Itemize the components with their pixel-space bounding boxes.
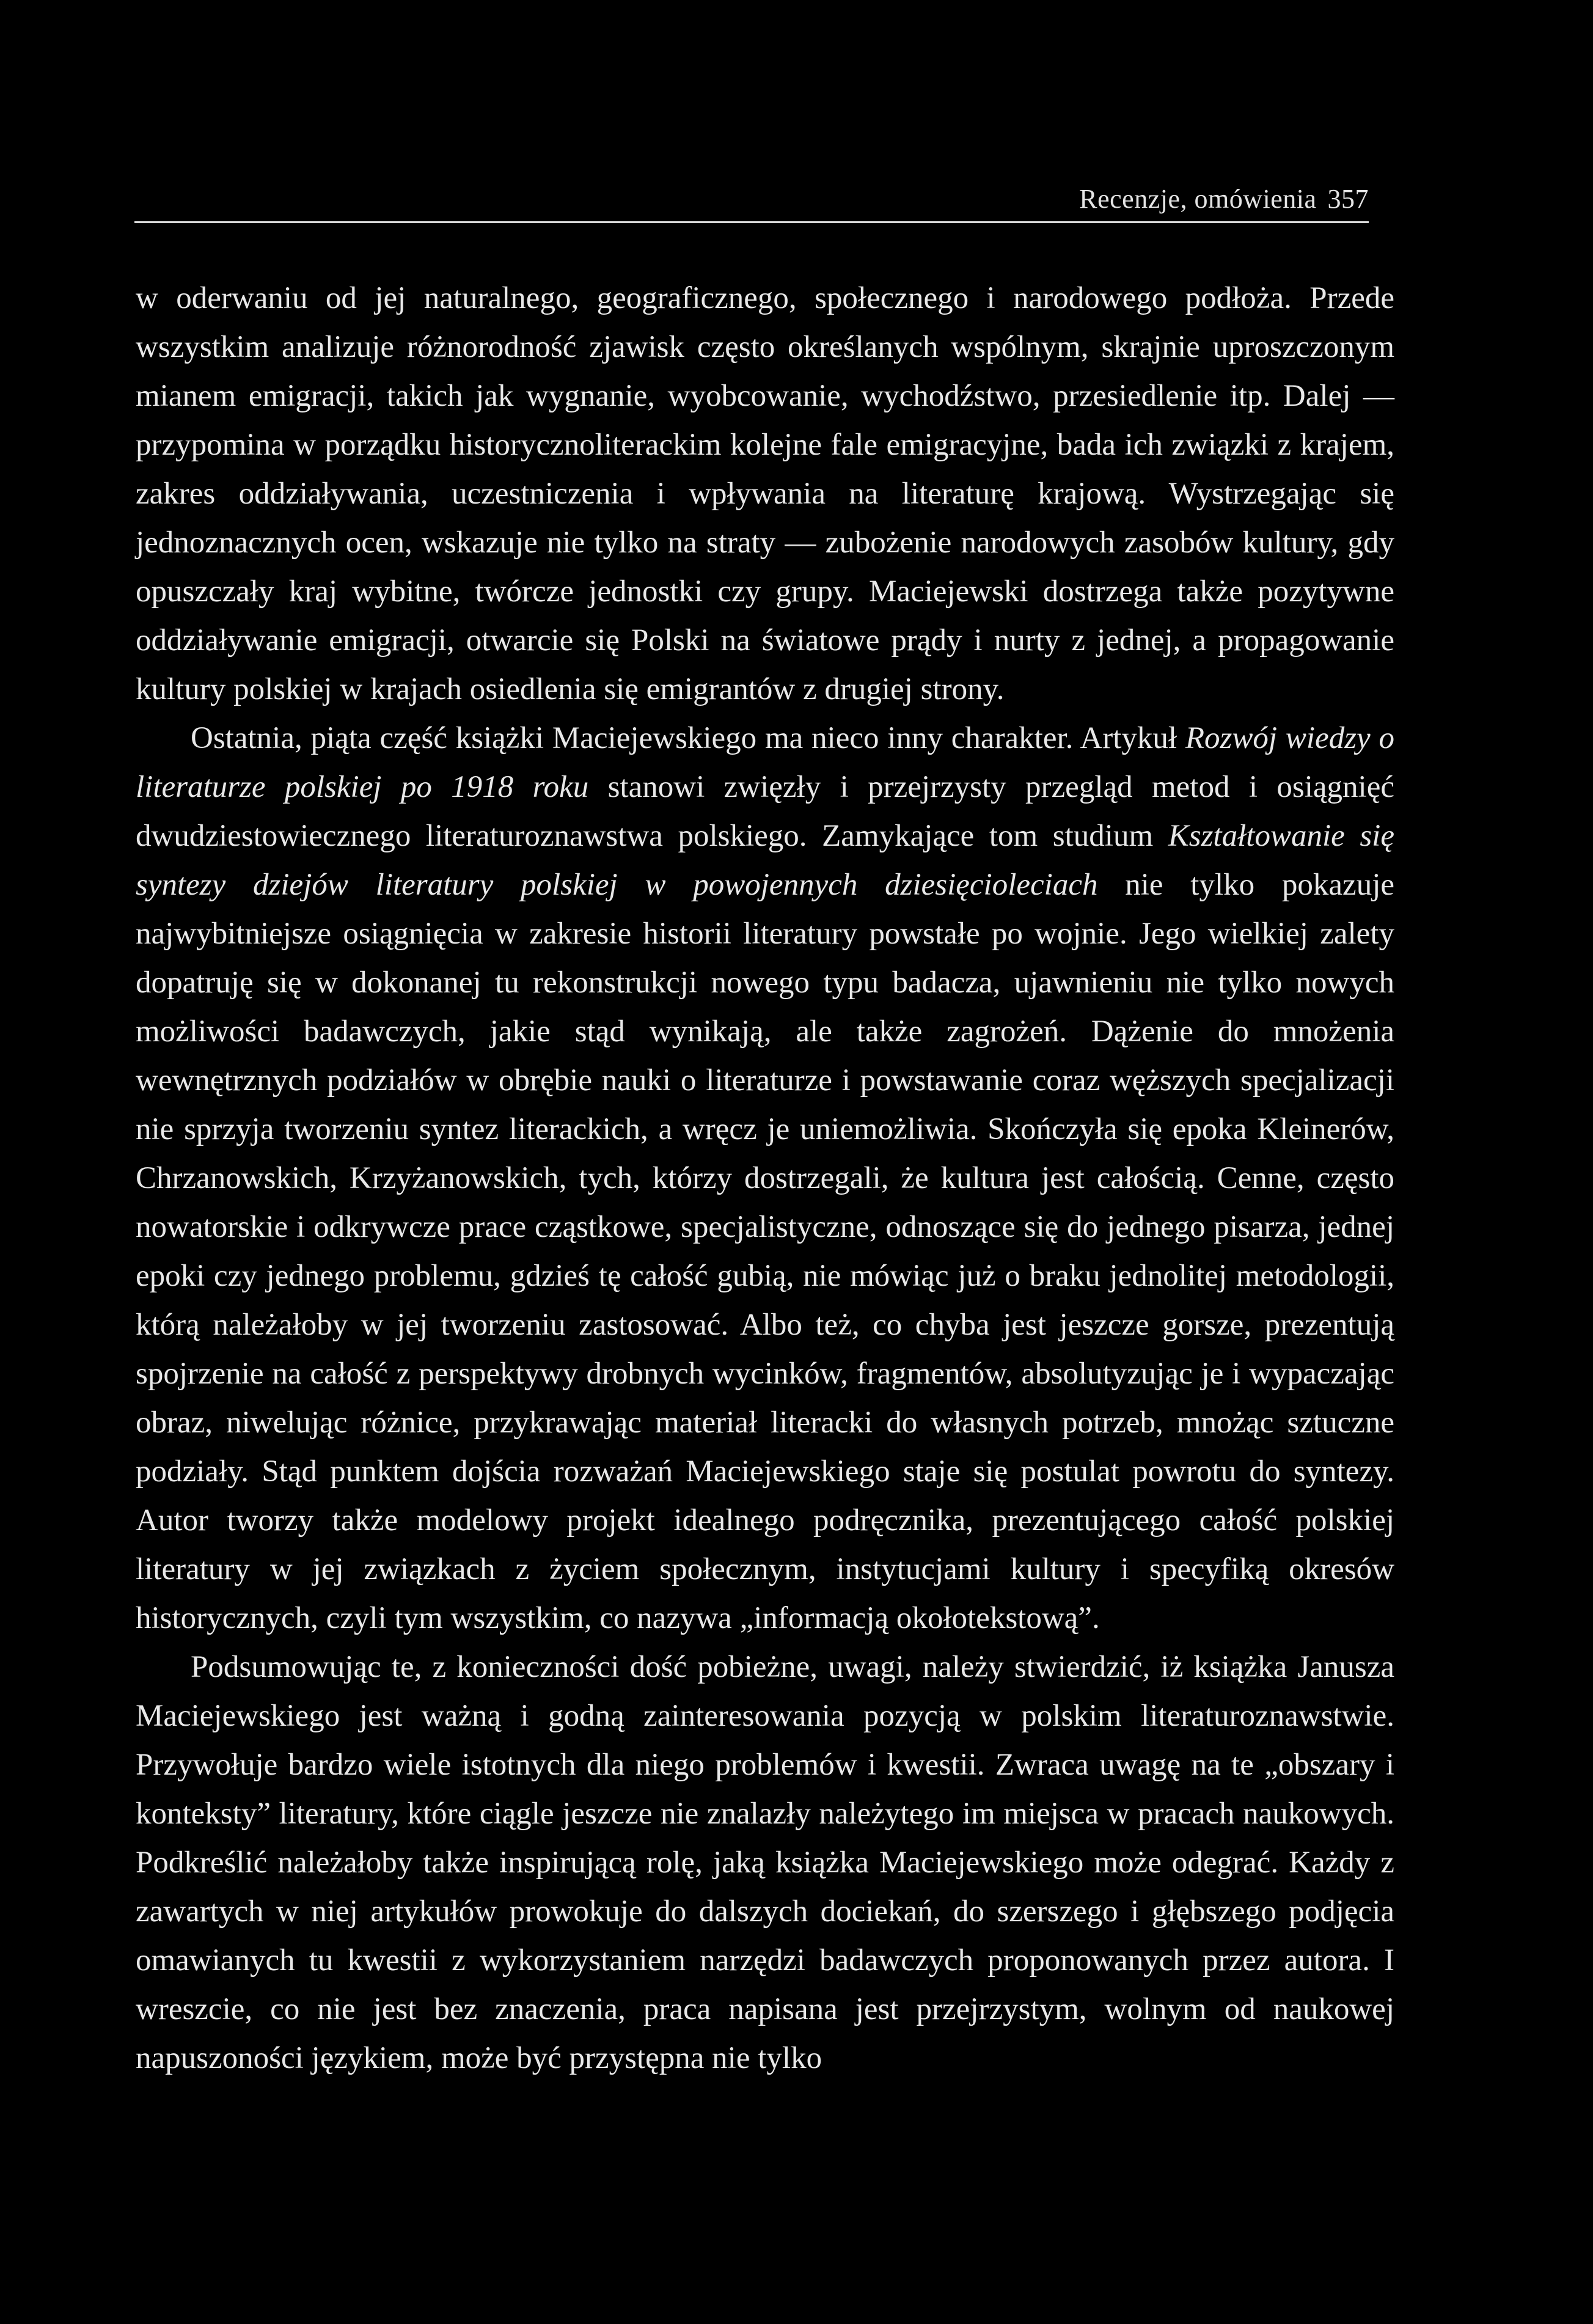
body-text [136, 274, 1394, 2083]
italic-title: Rozwój wiedzy o literaturze polskiej po 1918 roku [136, 721, 1394, 804]
text-run: Ostatnia, piąta część książki Maciejewskiego ma nieco inny charakter. Artykuł [191, 721, 1185, 755]
text-run: w oderwaniu od jej naturalnego, geograficznego, społecznego i narodowego podłoża. Przede wszystkim analizuje różnorodność zjawisk często określanych wspólnym, skrajnie uproszczonym mianem emigracji, takich jak wygnanie, wyobcowanie, wychodźstwo, przesiedlenie itp. Dalej — przypomina w porządku historycznoliterackim kolejne fale emigracyjne, bada ich związki z krajem, zakres oddziaływania, uczestniczenia i wpływania na literaturę krajową. Wystrzegając się jednoznacznych ocen, wskazuje nie tylko na straty — zubożenie narodowych zasobów kultury, gdy opuszczały kraj wybitne, twórcze jednostki czy grupy. Maciejewski dostrzega także pozytywne oddziaływanie emigracji, otwarcie się Polski na światowe prądy i nurty z jednej, a propagowanie kultury polskiej w krajach osiedlenia się emigrantów z drugiej strony. [136, 281, 1394, 706]
paragraph [136, 274, 1394, 714]
running-head [1079, 183, 1369, 214]
text-run: stanowi zwięzły i przejrzysty przegląd metod i osiągnięć dwudziestowiecznego literaturoznawstwa polskiego. Zamykające tom studium [136, 770, 1394, 853]
paragraph [136, 714, 1394, 1643]
text-run: Podsumowując te, z konieczności dość pobieżne, uwagi, należy stwierdzić, iż książka Janusza Maciejewskiego jest ważną i godną zainteresowania pozycją w polskim literaturoznawstwie. Przywołuje bardzo wiele istotnych dla niego problemów i kwestii. Zwraca uwagę na te „obszary i konteksty” literatury, które ciągle jeszcze nie znalazły należytego im miejsca w pracach naukowych. Podkreślić należałoby także inspirującą rolę, jaką książka Maciejewskiego może odegrać. Każdy z zawartych w niej artykułów prowokuje do dalszych dociekań, do szerszego i głębszego podjęcia omawianych tu kwestii z wykorzystaniem narzędzi badawczych proponowanych przez autora. I wreszcie, co nie jest bez znaczenia, praca napisana jest przejrzystym, wolnym od naukowej napuszoności językiem, może być przystępna nie tylko [136, 1650, 1394, 2075]
running-title: Recenzje, omówienia [1079, 184, 1317, 214]
page-number: 357 [1327, 184, 1369, 214]
page-header [134, 183, 1369, 224]
paragraph [136, 1643, 1394, 2083]
text-run: nie tylko pokazuje najwybitniejsze osiągnięcia w zakresie historii literatury powstałe po wojnie. Jego wielkiej zalety dopatruję się w dokonanej tu rekonstrukcji nowego typu badacza, ujawnieniu nie tylko nowych możliwości badawczych, jakie stąd wynikają, ale także zagrożeń. Dążenie do mnożenia wewnętrznych podziałów w obrębie nauki o literaturze i powstawanie coraz węższych specjalizacji nie sprzyja tworzeniu syntez literackich, a wręcz je uniemożliwia. Skończyła się epoka Kleinerów, Chrzanowskich, Krzyżanowskich, tych, którzy dostrzegali, że kultura jest całością. Cenne, często nowatorskie i odkrywcze prace cząstkowe, specjalistyczne, odnoszące się do jednego pisarza, jednej epoki czy jednego problemu, gdzieś tę całość gubią, nie mówiąc już o braku jednolitej metodologii, którą należałoby w jej tworzeniu zastosować. Albo też, co chyba jest jeszcze gorsze, prezentują spojrzenie na całość z perspektywy drobnych wycinków, fragmentów, absolutyzując je i wypaczając obraz, niwelując różnice, przykrawając materiał literacki do własnych potrzeb, mnożąc sztuczne podziały. Stąd punktem dojścia rozważań Maciejewskiego staje się postulat powrotu do syntezy. Autor tworzy także modelowy projekt idealnego podręcznika, prezentującego całość polskiej literatury w jej związkach z życiem społecznym, instytucjami kultury i specyfiką okresów historycznych, czyli tym wszystkim, co nazywa „informacją okołotekstową”. [136, 868, 1394, 1635]
italic-title: Kształtowanie się syntezy dziejów literatury polskiej w powojennych dziesięcioleciach [136, 819, 1394, 902]
header-rule [134, 221, 1369, 223]
